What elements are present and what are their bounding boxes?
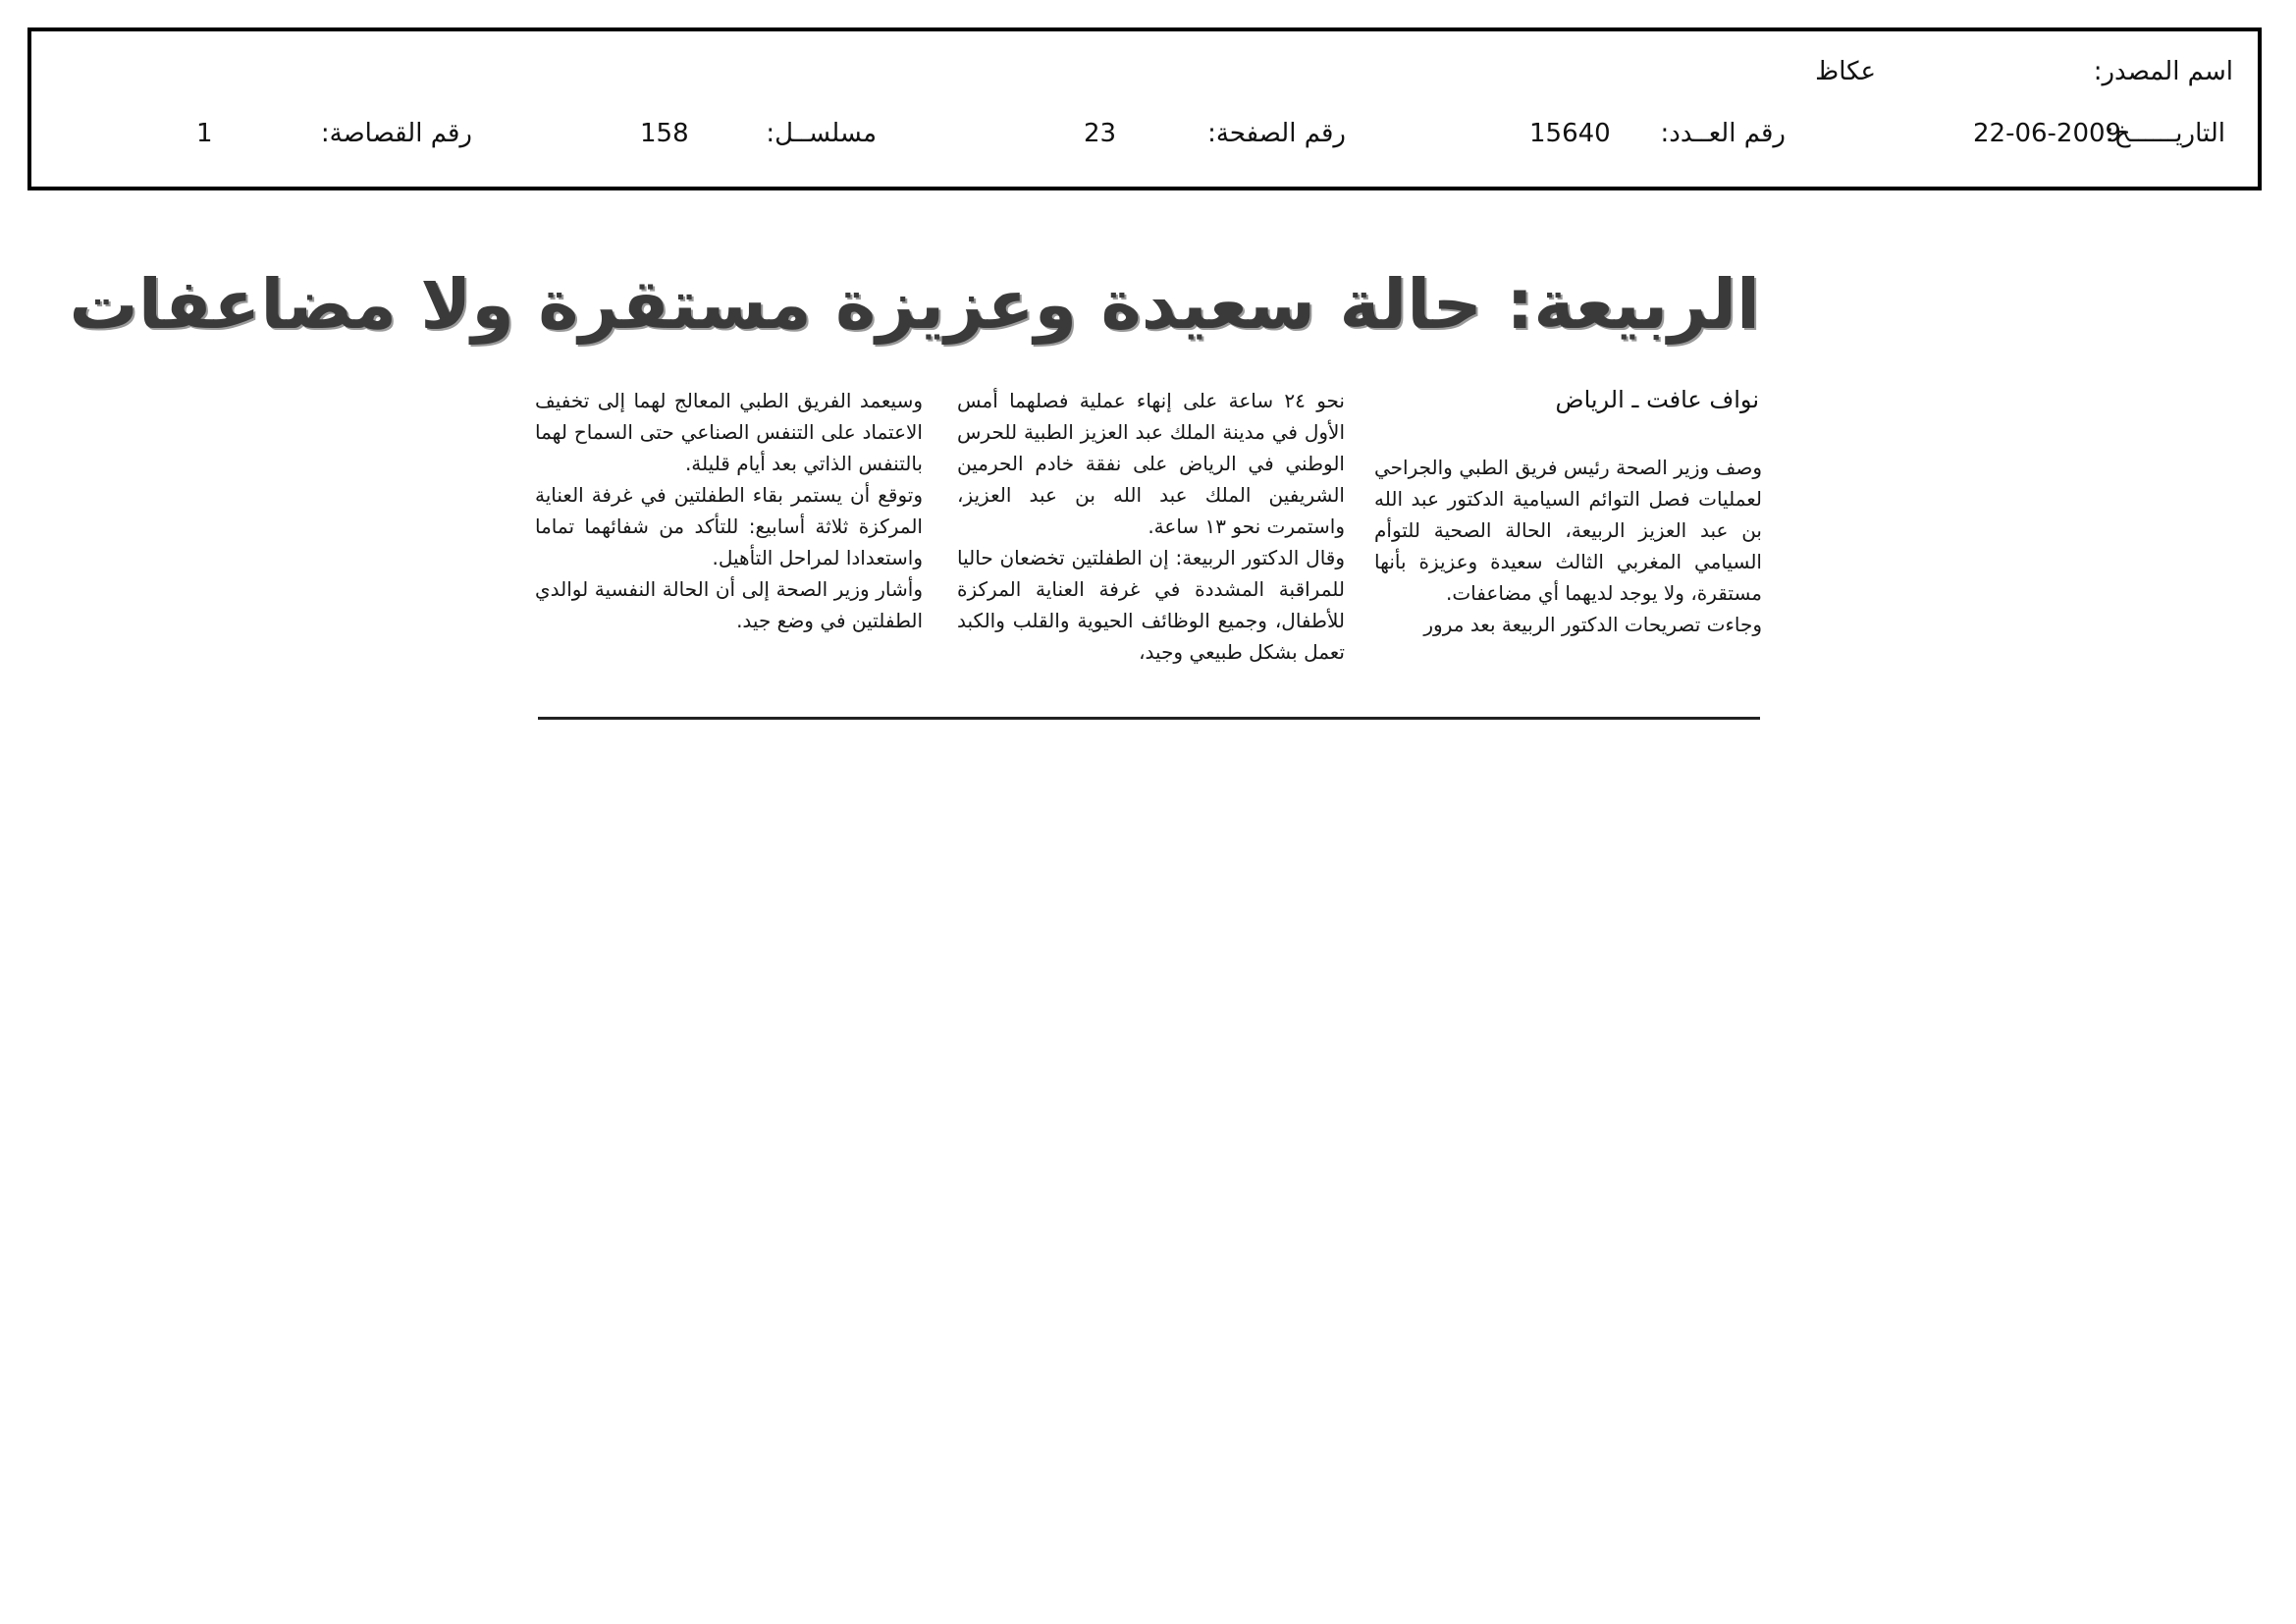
paragraph: نحو ٢٤ ساعة على إنهاء عملية فصلهما أمس الأول في مدينة الملك عبد العزيز الطبية للحرس الوطني في الرياض على نفقة خادم الحرمين الشريفين الملك عبد الله بن عبد العزيز، واستمرت نحو ١٣ ساعة. <box>957 389 1345 538</box>
article-column-1 <box>1374 452 1762 640</box>
page-label: رقم الصفحة: <box>1207 119 1346 148</box>
issue-value: 15640 <box>1529 119 1611 148</box>
paragraph: وجاءت تصريحات الدكتور الربيعة بعد مرور <box>1423 613 1762 636</box>
article-column-3 <box>535 385 923 636</box>
clipping-info-box <box>27 27 2262 190</box>
issue-label: رقم العــدد: <box>1660 119 1786 148</box>
source-value: عكاظ <box>1815 57 1876 86</box>
clipping-value: 1 <box>196 119 213 148</box>
paragraph: وقال الدكتور الربيعة: إن الطفلتين تخضعان حاليا للمراقبة المشددة في غرفة العناية المركزة للأطفال، وجميع الوظائف الحيوية والقلب والكبد تعمل بشكل طبيعي وجيد، <box>957 546 1345 664</box>
article-column-2 <box>957 385 1345 668</box>
date-label: التاريــــــخ: <box>2106 119 2225 148</box>
clipping-label: رقم القصاصة: <box>320 119 472 148</box>
paragraph: وصف وزير الصحة رئيس فريق الطبي والجراحي لعمليات فصل التوائم السيامية الدكتور عبد الله بن عبد العزيز الربيعة، الحالة الصحية للتوأم السيامي المغربي الثالث سعيدة وعزيزة بأنها مستقرة، ولا يوجد لديهما أي مضاعفات. <box>1374 456 1762 605</box>
paragraph: وتوقع أن يستمر بقاء الطفلتين في غرفة العناية المركزة ثلاثة أسابيع: للتأكد من شفائهما تماما واستعدادا لمراحل التأهيل. <box>535 483 923 569</box>
paragraph: وسيعمد الفريق الطبي المعالج لهما إلى تخفيف الاعتماد على التنفس الصناعي حتى السماح لهما بالتنفس الذاتي بعد أيام قليلة. <box>535 389 923 475</box>
date-value: 22-06-2009 <box>1973 119 2122 148</box>
paragraph: وأشار وزير الصحة إلى أن الحالة النفسية لوالدي الطفلتين في وضع جيد. <box>535 577 923 632</box>
serial-value: 158 <box>640 119 689 148</box>
serial-label: مسلســل: <box>766 119 877 148</box>
article-headline: الربيعة: حالة سعيدة وعزيزة مستقرة ولا مضاعفات <box>69 264 1760 345</box>
page-value: 23 <box>1084 119 1117 148</box>
article-byline: نواف عافت ـ الرياض <box>1555 386 1759 413</box>
article-bottom-rule <box>538 717 1760 720</box>
source-label: اسم المصدر: <box>2093 57 2233 86</box>
